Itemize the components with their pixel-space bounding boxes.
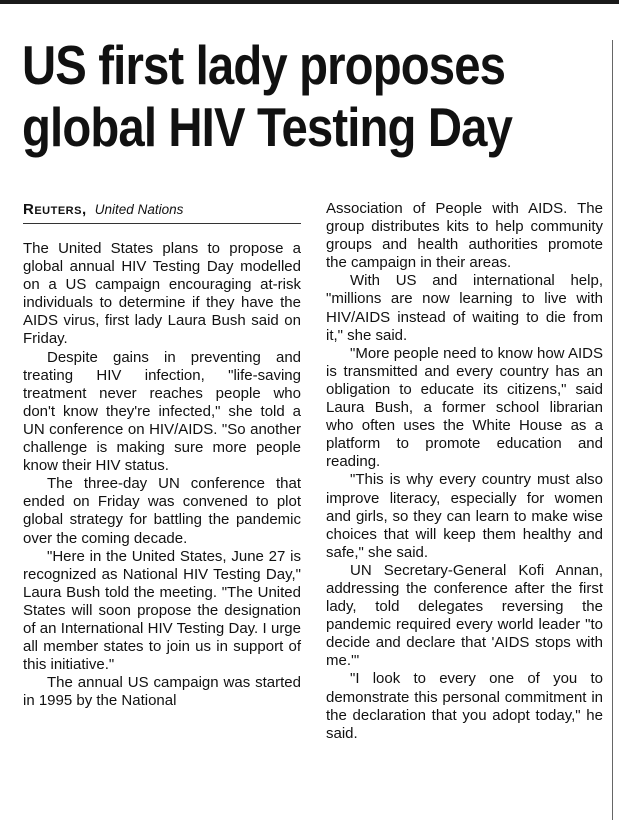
right-column-rule bbox=[612, 40, 613, 820]
paragraph-right-4: "This is why every country must also improve literacy, especially for women and girls, so they can learn to make wise choices that will keep them healthy and safe," she said. bbox=[326, 471, 603, 561]
article-column-right bbox=[326, 200, 603, 743]
byline-agency: Reuters, bbox=[23, 201, 87, 218]
byline-dateline: United Nations bbox=[94, 202, 184, 217]
top-border-rule bbox=[0, 0, 619, 4]
paragraph-left-2: Despite gains in preventing and treating HIV infection, "life-saving treatment never reaches people who don't know they're infected," she told a UN conference on HIV/AIDS. "So another challenge is making sure more people know their HIV status. bbox=[23, 348, 301, 475]
article-headline bbox=[22, 34, 525, 158]
paragraph-left-1: The United States plans to propose a global annual HIV Testing Day modelled on a US campaign encouraging at-risk individuals to determine if they have the AIDS virus, first lady Laura Bush said on Friday. bbox=[23, 240, 301, 348]
byline bbox=[23, 200, 301, 224]
paragraph-right-2: With US and international help, "millions are now learning to live with HIV/AIDS instead of waiting to die from it," she said. bbox=[326, 272, 603, 344]
paragraph-right-5: UN Secretary-General Kofi Annan, addressing the conference after the first lady, told delegates reversing the pandemic required every world leader "to decide and declare that 'AIDS stops with me.'" bbox=[326, 561, 603, 670]
paragraph-right-3: "More people need to know how AIDS is transmitted and every country has an obligation to educate its citizens," said Laura Bush, a former school librarian who often uses the White House as a platform to promote education and reading. bbox=[326, 344, 603, 471]
paragraph-left-3: The three-day UN conference that ended on Friday was convened to plot global strategy for battling the pandemic over the coming decade. bbox=[23, 475, 301, 547]
paragraph-left-4: "Here in the United States, June 27 is recognized as National HIV Testing Day," Laura Bush told the meeting. "The United States will soon propose the designation of an International HIV Testing Day. I urge all member states to join us in support of this initiative." bbox=[23, 547, 301, 674]
headline-line-2: global HIV Testing Day bbox=[22, 96, 513, 158]
headline-line-1: US first lady proposes bbox=[22, 34, 506, 96]
paragraph-left-5: The annual US campaign was started in 1995 by the National bbox=[23, 674, 301, 710]
article-column-left bbox=[23, 200, 301, 710]
paragraph-right-1: Association of People with AIDS. The group distributes kits to help community groups and health authorities promote the campaign in their areas. bbox=[326, 200, 603, 272]
paragraph-right-6: "I look to every one of you to demonstrate this personal commitment in the declaration that you adopt today," he said. bbox=[326, 670, 603, 742]
